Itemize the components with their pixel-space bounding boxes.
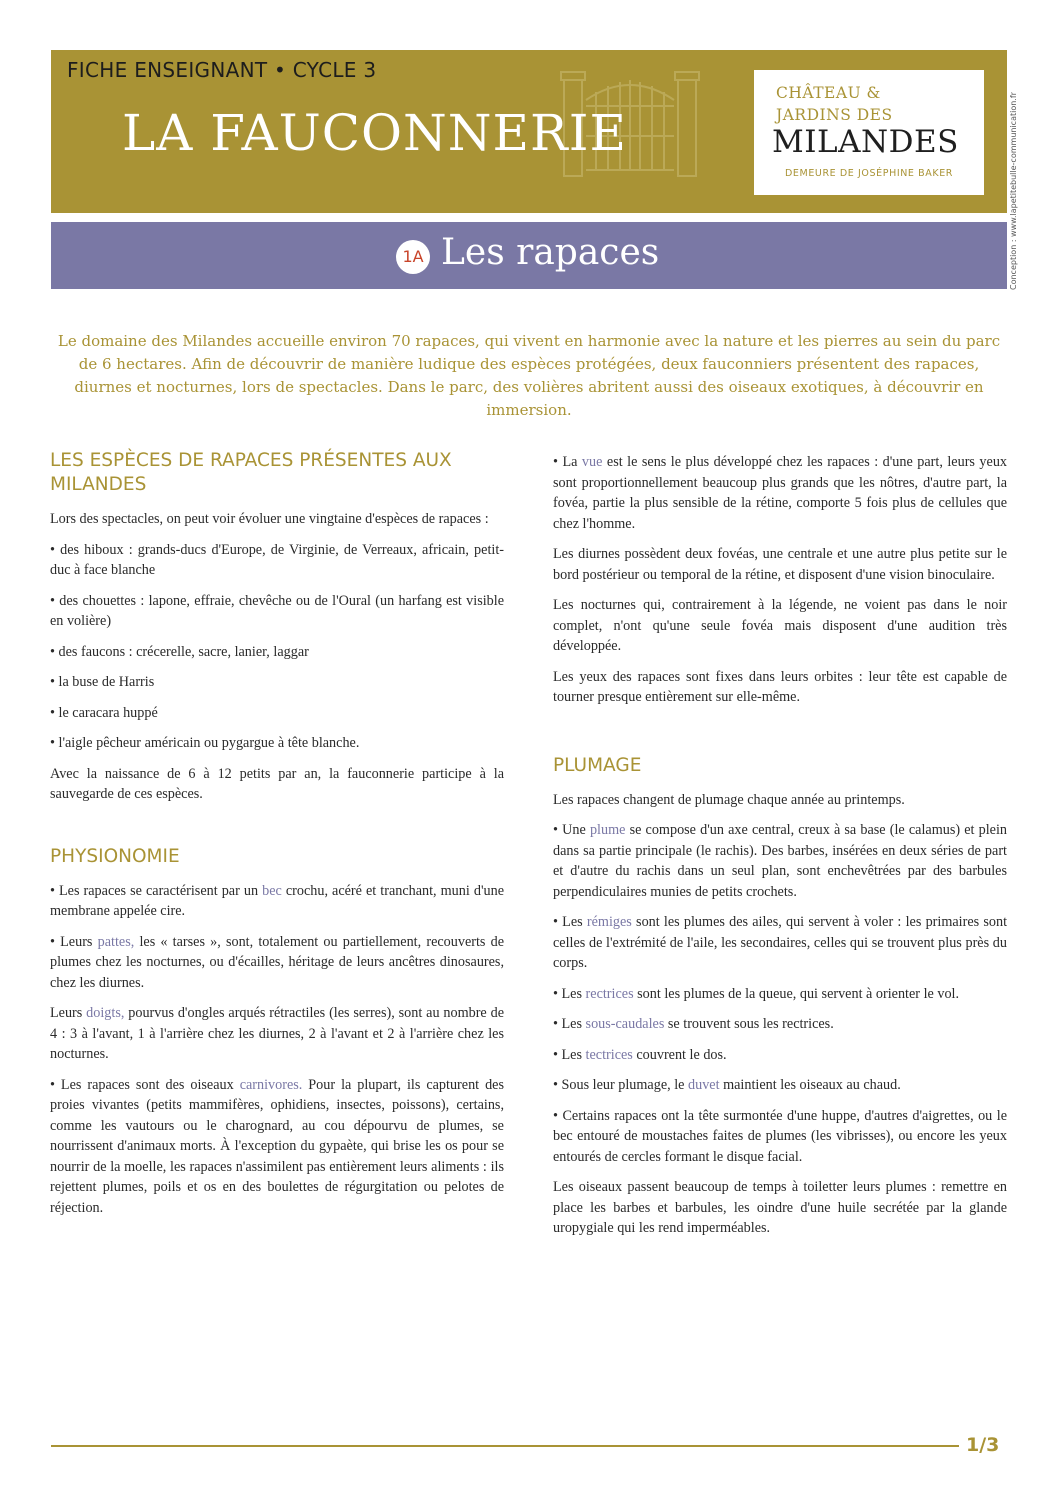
plumage-paragraph: Les oiseaux passent beaucoup de temps à toiletter leurs plumes : remettre en place les barbes et barbules, les oindre d'une huile secrétée par la glande uropygiale qui les rend imperméables. <box>553 1179 1007 1236</box>
especes-closing: Avec la naissance de 6 à 12 petits par an, la fauconnerie participe à la sauvegarde de ces espèces. <box>50 765 504 802</box>
plumage-paragraph: • Les tectrices couvrent le dos. <box>553 1046 727 1063</box>
document-title: LA FAUCONNERIE <box>122 104 627 162</box>
vue-paragraph: Les yeux des rapaces sont fixes dans leurs orbites : leur tête est capable de tourner presque entièrement sur elle-même. <box>553 668 1007 705</box>
plumage-lead: Les rapaces changent de plumage chaque année au printemps. <box>553 791 905 808</box>
especes-lead: Lors des spectacles, on peut voir évoluer une vingtaine d'espèces de rapaces : <box>50 511 489 527</box>
vue-paragraph: Les nocturnes qui, contrairement à la légende, ne voient pas dans le noir complet, n'ont qu'une seule fovéa mais disposent d'une audition très développée. <box>553 597 1007 654</box>
keyword: plume <box>589 822 626 838</box>
vue-paragraph: Les diurnes possèdent deux fovéas, une centrale et une autre plus petite sur le bord postérieur ou temporal de la rétine, et disposent d'une vision binoculaire. <box>553 546 1007 583</box>
keyword: sous-caudales <box>585 1016 665 1032</box>
keyword: doigts, <box>86 1005 125 1021</box>
plumage-paragraph: • Les sous-caudales se trouvent sous les rectrices. <box>553 1016 834 1032</box>
document-kicker: FICHE ENSEIGNANT • CYCLE 3 <box>67 58 377 82</box>
side-credit: Conception : www.lapetitebulle-communication.fr <box>1009 92 1018 290</box>
keyword: vue <box>581 454 603 470</box>
page-number: 1/3 <box>966 1434 1000 1456</box>
physio-paragraph: Leurs doigts, pourvus d'ongles arqués rétractiles (les serres), sont au nombre de 4 : 3 à l'avant, 1 à l'arrière chez les diurnes, 2 à l'avant et 2 à l'arrière chez les nocturnes. <box>50 1005 504 1062</box>
heading-plumage: PLUMAGE <box>553 754 642 776</box>
plumage-paragraph: • Sous leur plumage, le duvet maintient les oiseaux au chaud. <box>553 1077 901 1093</box>
list-item: • le caracara huppé <box>50 704 158 721</box>
keyword: rectrices <box>585 985 634 1002</box>
list-item: • la buse de Harris <box>50 674 155 690</box>
intro-paragraph: Le domaine des Milandes accueille environ 70 rapaces, qui vivent en harmonie avec la nature et les pierres au sein du parc de 6 hectares. Afin de découvrir de manière ludique des espèces protégées, deux fauconniers présentent des rapaces, diurnes et nocturnes, lors de spectacles. Dans le parc, des volières abritent aussi des oiseaux exotiques, à découvrir en immersion. <box>57 332 1001 419</box>
milandes-logo <box>754 70 984 195</box>
logo-line-3: MILANDES <box>772 124 959 160</box>
keyword: rémiges <box>586 914 632 930</box>
keyword: pattes, <box>97 933 135 950</box>
left-column <box>50 449 504 1228</box>
section-badge: 1A <box>396 240 430 274</box>
plumage-paragraph: • Les rémiges sont les plumes des ailes, qui servent à voler : les primaires sont celles de l'extrémité de l'aile, les secondaires, celles qui se trouvent plus près du corps. <box>553 914 1008 971</box>
logo-line-4: DEMEURE DE JOSÉPHINE BAKER <box>785 168 953 179</box>
heading-physionomie: PHYSIONOMIE <box>50 845 180 867</box>
plumage-paragraph: • Une plume se compose d'un axe central, creux à sa base (le calamus) et plein dans sa partie principale (le rachis). Des barbes, insérées en deux séries de part et d'autre du rachis dans un seul plan, sont enchevêtrées par des barbules perpendiculaires munies de petits crochets. <box>553 822 1008 900</box>
list-item: • des hiboux : grands-ducs d'Europe, de Virginie, de Verreaux, africain, petit-duc à face blanche <box>50 541 504 578</box>
keyword: carnivores. <box>239 1076 303 1093</box>
heading-especes: LES ESPÈCES DE RAPACES PRÉSENTES AUX MILANDES <box>50 450 452 495</box>
list-item: • l'aigle pêcheur américain ou pygargue à tête blanche. <box>50 735 360 751</box>
right-column <box>553 452 1007 1249</box>
footer-rule <box>51 1445 959 1447</box>
plumage-paragraph: • Les rectrices sont les plumes de la queue, qui servent à orienter le vol. <box>553 985 960 1002</box>
logo-line-2: JARDINS DES <box>776 106 893 124</box>
logo-line-1: CHÂTEAU & <box>776 84 881 102</box>
physio-paragraph: • Les rapaces sont des oiseaux carnivores. Pour la plupart, ils capturent des proies vivantes (petits mammifères, ophidiens, insectes, poissons), certains, comme les vautours ou le charognard, au cou dépourvu de plumes, se nourrissent d'animaux morts. À l'exception du gypaète, qui brise les os pour se nourrir de la moelle, les rapaces n'assimilent pas entièrement leurs aliments : ils rejettent plumes, poils et os en des boulettes de régurgitation ou pelotes de réjection. <box>50 1076 504 1216</box>
section-title: Les rapaces <box>441 232 660 273</box>
plumage-paragraph: • Certains rapaces ont la tête surmontée d'une huppe, d'autres d'aigrettes, ou le bec entouré de moustaches faites de plumes (les vibrisses), ou encore les yeux entourés de cercles formant le disque facial. <box>553 1107 1007 1165</box>
keyword: bec <box>262 882 282 899</box>
keyword: tectrices <box>585 1046 633 1063</box>
physio-paragraph: • Leurs pattes, les « tarses », sont, totalement ou partiellement, recouverts de plumes chez les nocturnes, ou d'écailles, héritage de leurs ancêtres dinosaures, chez les diurnes. <box>50 933 504 991</box>
list-item: • des faucons : crécerelle, sacre, lanier, laggar <box>50 643 309 660</box>
physio-paragraph: • Les rapaces se caractérisent par un bec crochu, acéré et tranchant, muni d'une membrane appelée cire. <box>50 882 504 919</box>
vue-paragraph: • La vue est le sens le plus développé chez les rapaces : d'une part, leurs yeux sont proportionnellement beaucoup plus grands que les nôtres, d'autre part, la fovéa, partie la plus sensible de la rétine, comporte 5 fois plus de cellules que chez l'homme. <box>553 454 1008 532</box>
list-item: • des chouettes : lapone, effraie, chevêche ou de l'Oural (un harfang est visible en volière) <box>50 592 504 629</box>
keyword: duvet <box>688 1077 720 1093</box>
